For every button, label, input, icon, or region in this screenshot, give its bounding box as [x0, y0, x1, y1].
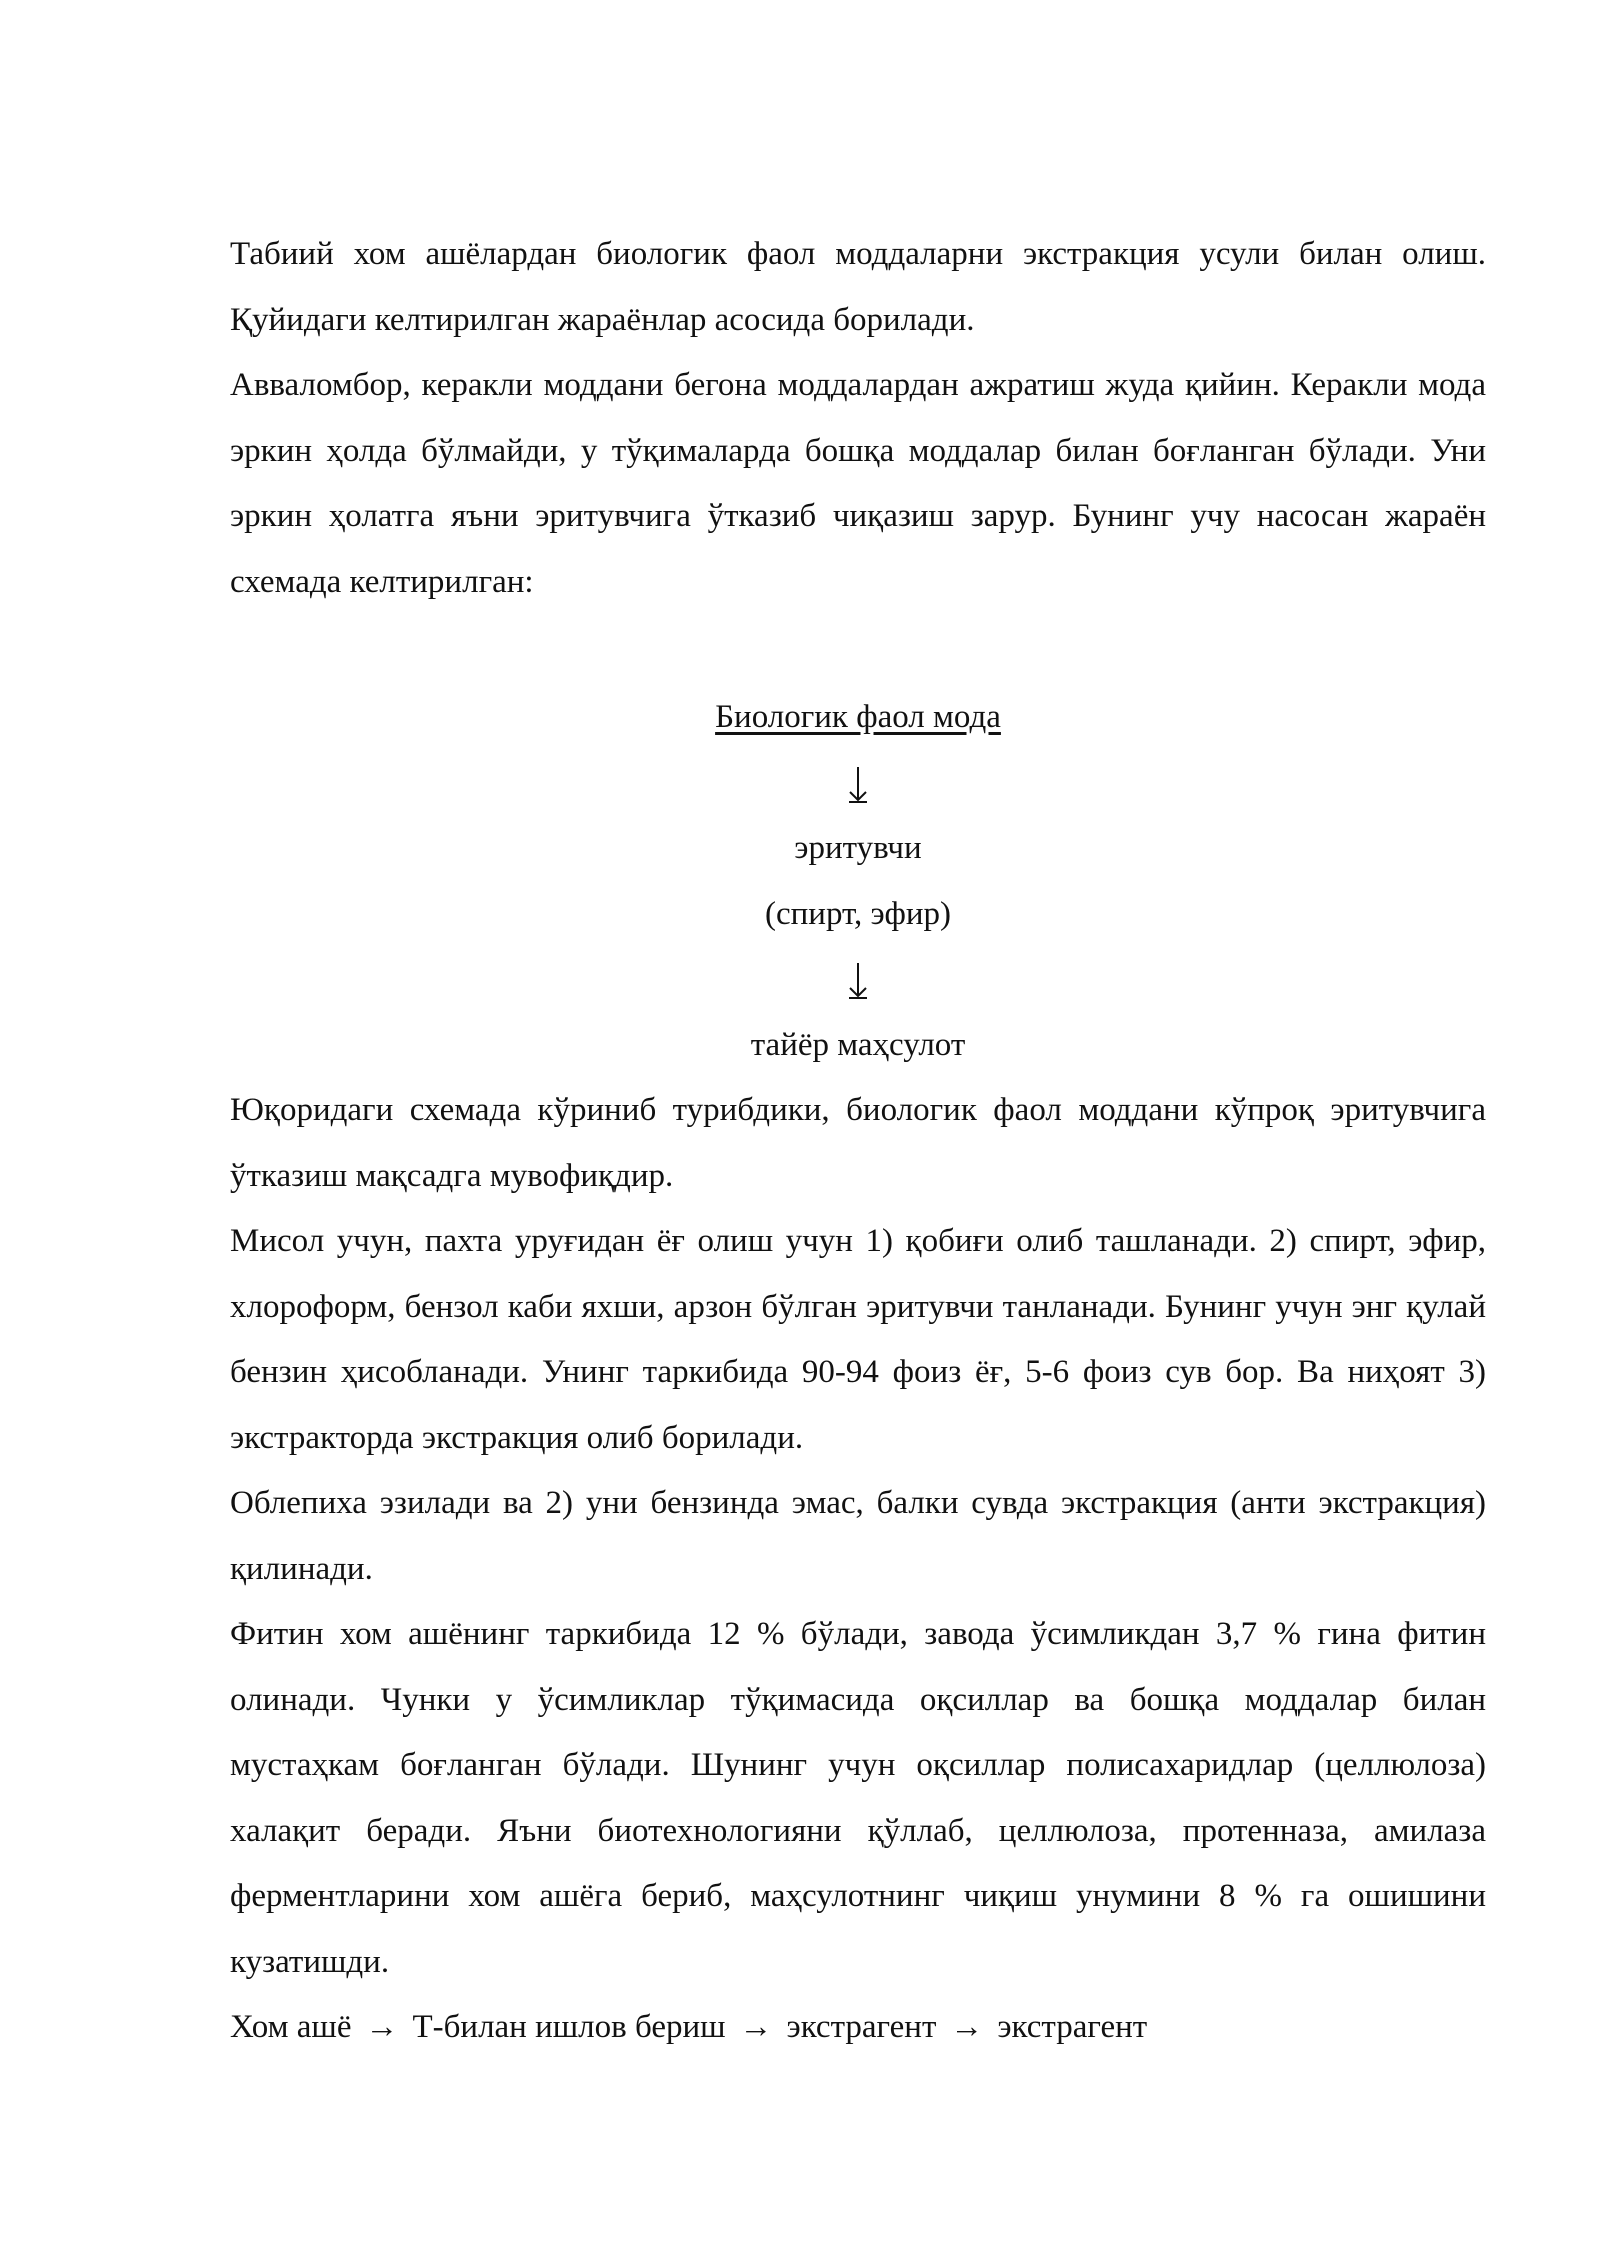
document-page [230, 222, 1486, 2061]
arrow-right-icon: → [739, 2009, 773, 2045]
scheme-product: тайёр маҳсулот [750, 1026, 966, 1063]
scheme-solvent-examples: (спирт, эфир) [765, 895, 951, 932]
extraction-scheme [230, 685, 1486, 1078]
arrow-down-icon [846, 763, 870, 803]
chain-step-extragent: экстрагент [786, 2009, 937, 2045]
paragraph-cotton-example: Мисол учун, пахта уруғидан ёғ олиш учун 1) қобиғи олиб ташланади. 2) спирт, эфир, хлороформ, бензол каби яхши, арзон бўлган эритувчи танланади. Бунинг учун энг қулай бензин ҳисобланади. Унинг таркибида 90-94 фоиз ёғ, 5-6 фоиз сув бор. Ва ниҳоят 3) экстракторда экстракция олиб борилади. [230, 1223, 1486, 1456]
paragraph-conclusion: Юқоридаги схемада кўриниб турибдики, биологик фаол моддани кўпроқ эритувчига ўтказиш мақсадга мувофиқдир. [230, 1092, 1486, 1194]
paragraph-phytin: Фитин хом ашёнинг таркибида 12 % бўлади, завода ўсимликдан 3,7 % гина фитин олинади. Чунки у ўсимликлар тўқимасида оқсиллар ва бошқа моддалар билан мустаҳкам боғланган бўлади. Шунинг учун оқсиллар полисахаридлар (целлюлоза) халақит беради. Яъни биотехнологияни қўллаб, целлюлоза, протенназа, амилаза ферментларини хом ашёга бериб, маҳсулотнинг чиқиш унумини 8 % га ошишини кузатишди. [230, 1616, 1486, 1980]
arrow-right-icon: → [365, 2009, 399, 2045]
scheme-solvent: эритувчи [794, 830, 922, 866]
paragraph-extraction-difficulty: Авваломбор, керакли моддани бегона моддалардан ажратиш жуда қийин. Керакли мода эркин ҳолда бўлмайди, у тўқималарда бошқа моддалар билан боғланган бўлади. Уни эркин ҳолатга яъни эритувчига ўтказиб чиқазиш зарур. Бунинг учу насосан жараён схемада келтирилган: [230, 367, 1486, 600]
chain-step-extragent-final: экстрагент [997, 2009, 1148, 2045]
paragraph-intro: Табиий хом ашёлардан биологик фаол моддаларни экстракция усули билан олиш. Қуйидаги келтирилган жараёнлар асосида борилади. [230, 236, 1486, 338]
arrow-right-icon: → [950, 2009, 984, 2045]
chain-step-raw-material: Хом ашё [230, 2009, 352, 2045]
arrow-down-icon [846, 959, 870, 999]
process-chain [230, 1995, 1486, 2061]
spacer [230, 615, 1486, 685]
paragraph-sea-buckthorn: Облепиха эзилади ва 2) уни бензинда эмас, балки сувда экстракция (анти экстракция) қилинади. [230, 1485, 1486, 1587]
chain-step-treatment: Т-билан ишлов бериш [412, 2009, 726, 2045]
scheme-title: Биологик фаол мода [715, 699, 1001, 735]
